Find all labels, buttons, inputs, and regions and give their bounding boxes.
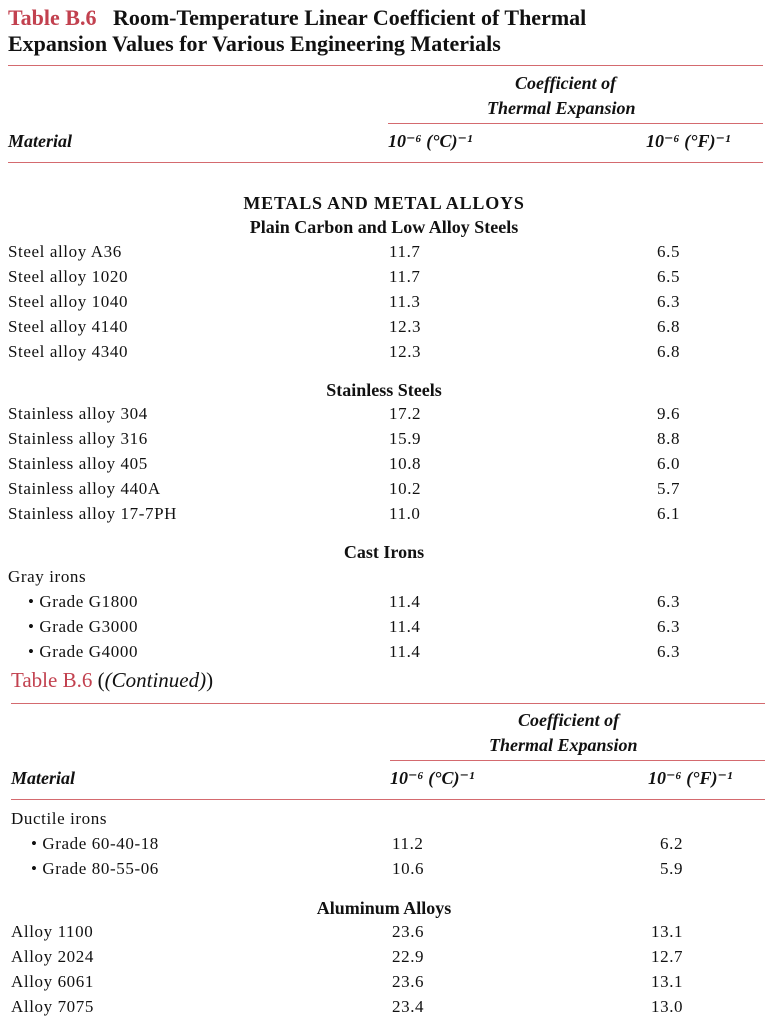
material-name: Steel alloy 4340 bbox=[8, 342, 129, 361]
material-name: Steel alloy 1020 bbox=[8, 267, 129, 286]
value-celsius: 10.6 bbox=[392, 859, 425, 878]
col-c-header: 10⁻⁶ (°C)⁻¹ bbox=[388, 131, 473, 151]
material-name: Stainless alloy 405 bbox=[8, 454, 148, 473]
section-heading: METALS AND METAL ALLOYS bbox=[243, 193, 525, 213]
value-fahrenheit: 9.6 bbox=[657, 404, 681, 423]
material-name: • Grade 80-55-06 bbox=[31, 859, 159, 878]
header-bottom-rule bbox=[8, 162, 763, 163]
value-fahrenheit: 13.0 bbox=[651, 997, 684, 1016]
table-title-text: Room-Temperature Linear Coefficient of Thermal bbox=[112, 5, 587, 30]
value-fahrenheit: 6.3 bbox=[657, 592, 681, 611]
value-fahrenheit: 6.5 bbox=[657, 242, 681, 261]
col-c-header: 10⁻⁶ (°C)⁻¹ bbox=[390, 768, 475, 788]
value-celsius: 10.2 bbox=[389, 479, 422, 498]
value-fahrenheit: 6.2 bbox=[660, 834, 684, 853]
header-bottom-rule bbox=[11, 799, 765, 800]
value-celsius: 11.4 bbox=[389, 642, 421, 661]
value-celsius: 23.6 bbox=[392, 972, 425, 991]
value-fahrenheit: 6.8 bbox=[657, 342, 681, 361]
value-celsius: 11.3 bbox=[389, 292, 421, 311]
material-name: Stainless alloy 440A bbox=[8, 479, 161, 498]
value-celsius: 15.9 bbox=[389, 429, 422, 448]
value-fahrenheit: 13.1 bbox=[651, 972, 684, 991]
value-celsius: 12.3 bbox=[389, 342, 422, 361]
material-name: Alloy 1100 bbox=[11, 922, 94, 941]
group-rule bbox=[390, 760, 765, 761]
value-celsius: 23.6 bbox=[392, 922, 425, 941]
table-title-line1 bbox=[8, 5, 586, 31]
material-name: Steel alloy A36 bbox=[8, 242, 122, 261]
col-f-header: 10⁻⁶ (°F)⁻¹ bbox=[648, 768, 733, 788]
value-fahrenheit: 13.1 bbox=[651, 922, 684, 941]
top-rule bbox=[11, 703, 765, 704]
material-name: Stainless alloy 316 bbox=[8, 429, 148, 448]
col-group-header-line1: Coefficient of bbox=[515, 73, 617, 93]
material-name: • Grade 60-40-18 bbox=[31, 834, 159, 853]
continued-title bbox=[11, 668, 213, 693]
value-celsius: 11.7 bbox=[389, 267, 421, 286]
value-fahrenheit: 6.8 bbox=[657, 317, 681, 336]
value-celsius: 11.4 bbox=[389, 617, 421, 636]
col-group-header-line2: Thermal Expansion bbox=[487, 98, 636, 118]
material-name: Stainless alloy 17-7PH bbox=[8, 504, 178, 523]
material-name: Alloy 6061 bbox=[11, 972, 94, 991]
value-fahrenheit: 6.0 bbox=[657, 454, 681, 473]
value-celsius: 11.0 bbox=[389, 504, 421, 523]
col-f-header: 10⁻⁶ (°F)⁻¹ bbox=[646, 131, 731, 151]
col-group-header-line2: Thermal Expansion bbox=[489, 735, 638, 755]
material-name: • Grade G4000 bbox=[28, 642, 139, 661]
continued-marker: ((Continued)) bbox=[97, 668, 214, 692]
material-header: Material bbox=[8, 131, 73, 151]
subsection-heading: Aluminum Alloys bbox=[316, 898, 452, 918]
subsection-heading: Stainless Steels bbox=[326, 380, 442, 400]
value-celsius: 11.7 bbox=[389, 242, 421, 261]
material-name: • Grade G3000 bbox=[28, 617, 139, 636]
continued-text: (Continued) bbox=[104, 668, 207, 692]
table-label: Table B.6 bbox=[11, 668, 93, 692]
material-name: Stainless alloy 304 bbox=[8, 404, 148, 423]
material-name: Alloy 7075 bbox=[11, 997, 94, 1016]
group-label: Ductile irons bbox=[11, 809, 108, 828]
value-fahrenheit: 6.3 bbox=[657, 617, 681, 636]
table-title-line2: Expansion Values for Various Engineering Materials bbox=[8, 31, 501, 56]
value-fahrenheit: 6.3 bbox=[657, 642, 681, 661]
material-name: Steel alloy 4140 bbox=[8, 317, 129, 336]
value-fahrenheit: 12.7 bbox=[651, 947, 684, 966]
value-fahrenheit: 5.9 bbox=[660, 859, 684, 878]
value-celsius: 23.4 bbox=[392, 997, 425, 1016]
subsection-heading: Cast Irons bbox=[343, 542, 425, 562]
group-rule bbox=[388, 123, 763, 124]
value-celsius: 11.4 bbox=[389, 592, 421, 611]
value-celsius: 10.8 bbox=[389, 454, 422, 473]
material-name: Alloy 2024 bbox=[11, 947, 94, 966]
group-label: Gray irons bbox=[8, 567, 87, 586]
value-celsius: 17.2 bbox=[389, 404, 422, 423]
value-fahrenheit: 5.7 bbox=[657, 479, 681, 498]
value-fahrenheit: 6.1 bbox=[657, 504, 681, 523]
value-fahrenheit: 8.8 bbox=[657, 429, 681, 448]
top-rule bbox=[8, 65, 763, 66]
table-label: Table B.6 bbox=[8, 5, 97, 30]
value-celsius: 12.3 bbox=[389, 317, 422, 336]
value-fahrenheit: 6.5 bbox=[657, 267, 681, 286]
value-fahrenheit: 6.3 bbox=[657, 292, 681, 311]
subsection-heading: Plain Carbon and Low Alloy Steels bbox=[249, 217, 519, 237]
material-name: Steel alloy 1040 bbox=[8, 292, 129, 311]
value-celsius: 11.2 bbox=[392, 834, 424, 853]
value-celsius: 22.9 bbox=[392, 947, 425, 966]
material-name: • Grade G1800 bbox=[28, 592, 139, 611]
material-header: Material bbox=[11, 768, 76, 788]
col-group-header-line1: Coefficient of bbox=[518, 710, 620, 730]
